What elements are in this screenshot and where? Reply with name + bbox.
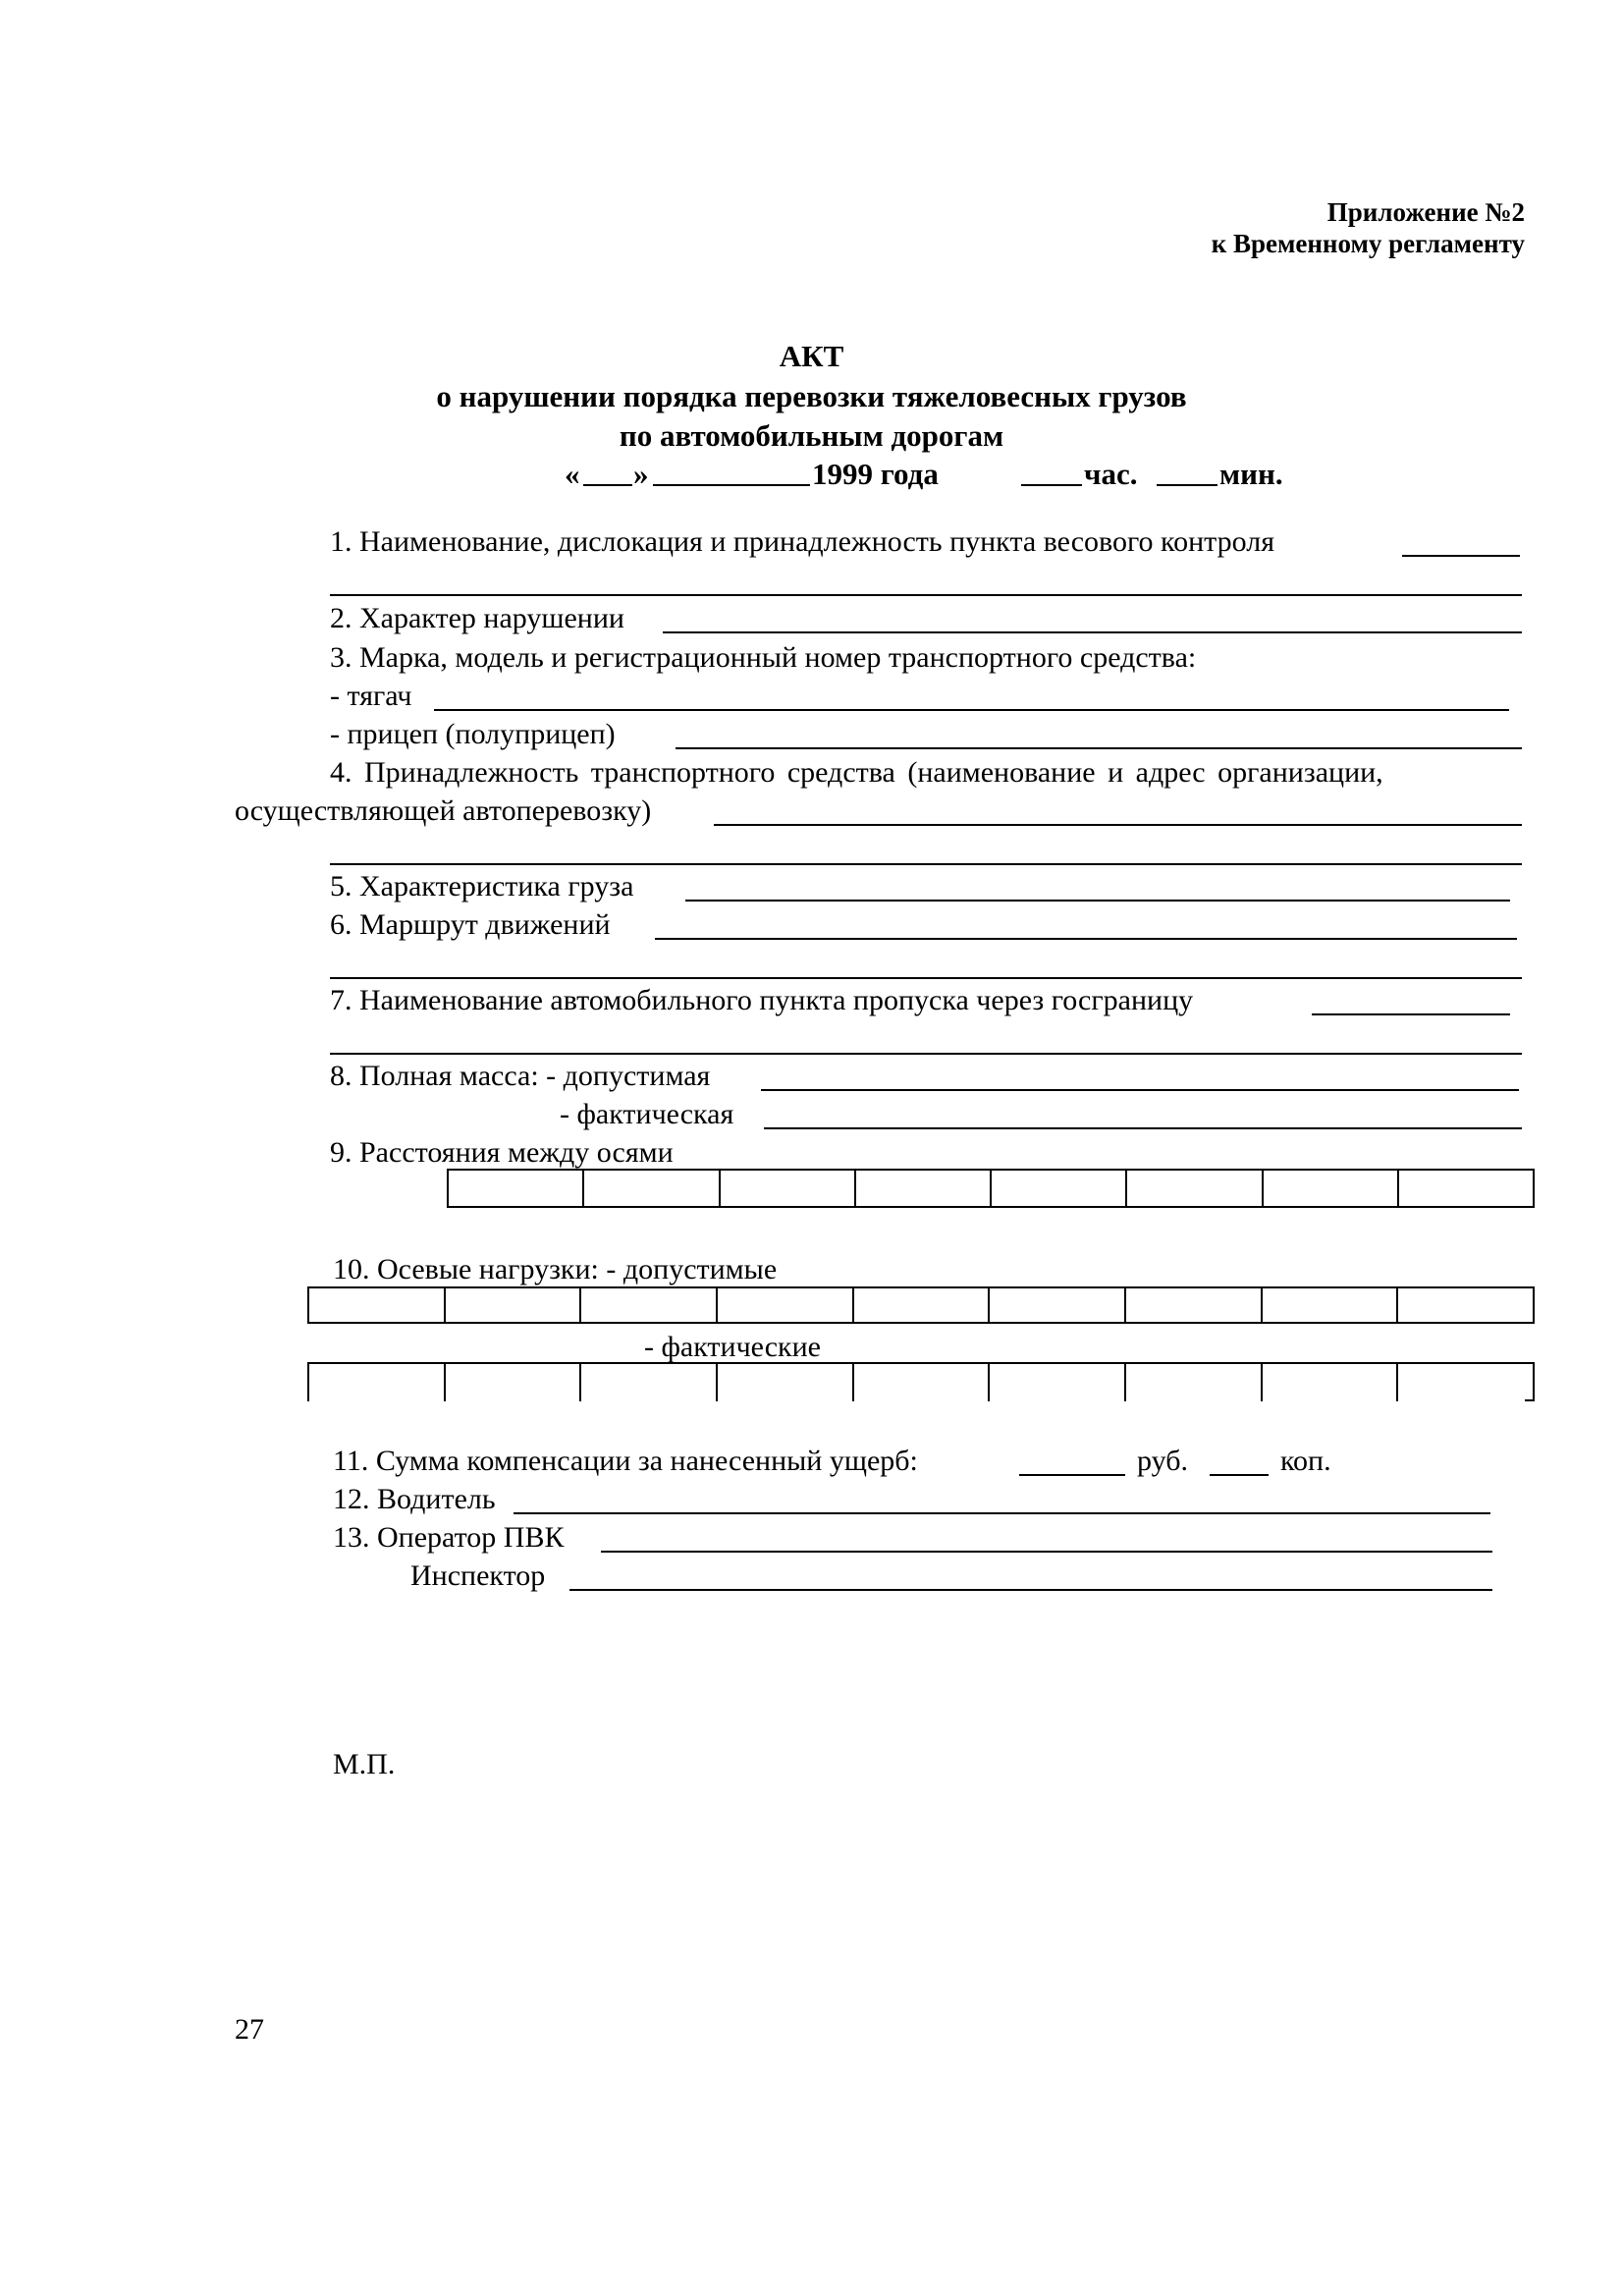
operator-field[interactable] bbox=[601, 1551, 1492, 1553]
axle-distance-cell[interactable] bbox=[584, 1171, 720, 1206]
axle-load-actual-cell[interactable] bbox=[446, 1362, 582, 1401]
mass-actual-field[interactable] bbox=[764, 1127, 1522, 1129]
trailer-label: - прицеп (полуприцеп) bbox=[330, 718, 616, 750]
axle-load-actual-cell[interactable] bbox=[1263, 1362, 1399, 1401]
item2-label: 2. Характер нарушении bbox=[330, 602, 624, 634]
item7-field[interactable] bbox=[1312, 1013, 1510, 1015]
axle-load-cell[interactable] bbox=[1263, 1288, 1399, 1322]
axle-distances-table bbox=[447, 1169, 1535, 1208]
document-subtitle: о нарушении порядка перевозки тяжеловесных грузов bbox=[436, 379, 1187, 413]
axle-load-cell[interactable] bbox=[309, 1288, 446, 1322]
axle-distance-cell[interactable] bbox=[1264, 1171, 1399, 1206]
inspector-label: Инспектор bbox=[410, 1559, 546, 1592]
item5-field[interactable] bbox=[685, 900, 1510, 902]
item7-field-continued[interactable] bbox=[330, 1053, 1522, 1055]
axle-load-cell[interactable] bbox=[718, 1288, 854, 1322]
axle-load-cell[interactable] bbox=[1126, 1288, 1263, 1322]
axle-load-actual-cell[interactable] bbox=[309, 1362, 446, 1401]
item7-label: 7. Наименование автомобильного пункта пропуска через госграницу bbox=[330, 984, 1194, 1016]
item9-label: 9. Расстояния между осями bbox=[330, 1136, 674, 1169]
item11-label: 11. Сумма компенсации за нанесенный ущерб: bbox=[333, 1445, 918, 1477]
axle-loads-actual-table bbox=[307, 1362, 1535, 1401]
item1-label: 1. Наименование, дислокация и принадлежность пункта весового контроля bbox=[330, 525, 1274, 558]
axle-loads-actual-label: - фактические bbox=[644, 1331, 821, 1363]
item4-label-continued: осуществляющей автоперевозку) bbox=[235, 794, 652, 827]
item6-field-continued[interactable] bbox=[330, 977, 1522, 979]
item3-label: 3. Марка, модель и регистрационный номер транспортного средства: bbox=[330, 641, 1197, 674]
axle-load-cell[interactable] bbox=[1398, 1288, 1533, 1322]
hours-label: час. bbox=[1084, 457, 1138, 491]
axle-distance-cell[interactable] bbox=[1399, 1171, 1533, 1206]
mass-permissible-field[interactable] bbox=[761, 1089, 1519, 1091]
stamp-place-label: М.П. bbox=[333, 1748, 396, 1780]
item12-label: 12. Водитель bbox=[333, 1483, 496, 1515]
axle-loads-actual-corner bbox=[1525, 1399, 1535, 1401]
axle-load-actual-cell[interactable] bbox=[990, 1362, 1126, 1401]
compensation-rub-field[interactable] bbox=[1019, 1474, 1125, 1476]
trailer-field[interactable] bbox=[676, 747, 1522, 749]
minutes-label: мин. bbox=[1219, 457, 1283, 491]
item6-label: 6. Маршрут движений bbox=[330, 908, 611, 941]
date-close-quote: » bbox=[633, 457, 649, 491]
axle-distance-cell[interactable] bbox=[856, 1171, 992, 1206]
inspector-field[interactable] bbox=[569, 1589, 1492, 1591]
axle-load-actual-cell[interactable] bbox=[1398, 1362, 1533, 1401]
day-field[interactable] bbox=[583, 484, 632, 486]
item13-label: 13. Оператор ПВК bbox=[333, 1521, 565, 1554]
minutes-field[interactable] bbox=[1157, 484, 1217, 486]
item4-label: 4. Принадлежность транспортного средства (наименование и адрес организации, bbox=[330, 756, 1383, 789]
rub-label: руб. bbox=[1137, 1445, 1188, 1477]
axle-distance-cell[interactable] bbox=[449, 1171, 584, 1206]
hours-field[interactable] bbox=[1021, 484, 1082, 486]
item6-field[interactable] bbox=[655, 938, 1517, 940]
item10-label: 10. Осевые нагрузки: - допустимые bbox=[333, 1253, 778, 1285]
appendix-label: Приложение №2 bbox=[1326, 197, 1525, 227]
axle-distance-cell[interactable] bbox=[1127, 1171, 1263, 1206]
mass-actual-label: - фактическая bbox=[560, 1098, 734, 1130]
axle-load-actual-cell[interactable] bbox=[718, 1362, 854, 1401]
document-title: АКТ bbox=[779, 339, 844, 373]
axle-load-cell[interactable] bbox=[446, 1288, 582, 1322]
appendix-reference: к Временному регламенту bbox=[1211, 229, 1525, 258]
item1-field-continued[interactable] bbox=[330, 594, 1522, 596]
axle-distance-cell[interactable] bbox=[721, 1171, 856, 1206]
date-open-quote: « bbox=[565, 457, 580, 491]
axle-load-cell[interactable] bbox=[581, 1288, 718, 1322]
item1-field[interactable] bbox=[1402, 555, 1520, 557]
item4-field-continued[interactable] bbox=[330, 863, 1522, 865]
page-number: 27 bbox=[235, 2013, 264, 2046]
compensation-kop-field[interactable] bbox=[1210, 1474, 1269, 1476]
axle-load-actual-cell[interactable] bbox=[581, 1362, 718, 1401]
axle-load-actual-cell[interactable] bbox=[854, 1362, 991, 1401]
axle-load-actual-cell[interactable] bbox=[1126, 1362, 1263, 1401]
axle-loads-permissible-table bbox=[307, 1286, 1535, 1324]
item4-field[interactable] bbox=[714, 824, 1522, 826]
axle-load-cell[interactable] bbox=[854, 1288, 991, 1322]
item5-label: 5. Характеристика груза bbox=[330, 870, 634, 902]
tractor-label: - тягач bbox=[330, 680, 412, 712]
driver-field[interactable] bbox=[514, 1512, 1490, 1514]
date-year: 1999 года bbox=[812, 457, 939, 491]
kop-label: коп. bbox=[1280, 1445, 1331, 1477]
axle-load-cell[interactable] bbox=[990, 1288, 1126, 1322]
document-subtitle-2: по автомобильным дорогам bbox=[619, 418, 1004, 453]
axle-distance-cell[interactable] bbox=[992, 1171, 1127, 1206]
item2-field[interactable] bbox=[663, 631, 1522, 633]
item8-label: 8. Полная масса: - допустимая bbox=[330, 1060, 711, 1092]
month-field[interactable] bbox=[653, 484, 810, 486]
tractor-field[interactable] bbox=[434, 709, 1509, 711]
